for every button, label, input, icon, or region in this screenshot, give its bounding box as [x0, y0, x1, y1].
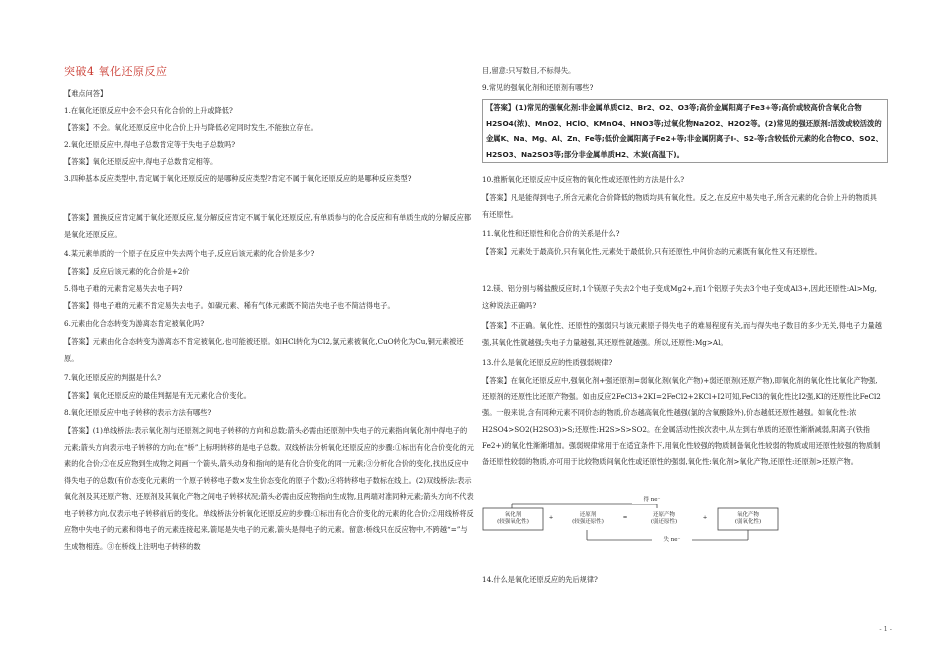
question-7: 7.氧化还原反应的判据是什么?: [64, 373, 161, 382]
answer-7: 【答案】氧化还原反应的最佳判据是有无元素化合价变化。: [64, 391, 251, 400]
question-2: 2.氧化还原反应中,得电子总数肯定等于失电子总数吗?: [64, 140, 236, 149]
plus-sign-2: +: [702, 515, 708, 521]
question-9: 9.常见的强氧化剂和还原剂有哪些?: [482, 83, 594, 92]
answer-5: 【答案】得电子难的元素不肯定易失去电子。如碳元素、稀有气体元素既不简洁失电子也不简洁得电子。: [64, 301, 395, 310]
question-8: 8.氧化还原反应中电子转移的表示方法有哪些?: [64, 408, 212, 417]
page-number: - 1 -: [879, 625, 892, 633]
question-4: 4.某元素单质的一个原子在反应中失去两个电子,反应后该元素的化合价是多少?: [64, 249, 315, 258]
oxidant-label: 氧化剂 (较强氧化性): [497, 512, 529, 525]
oxidation-reduction-diagram: [482, 497, 864, 546]
answer-13: 【答案】在氧化还原反应中,强氧化剂+强还原剂=弱氧化剂(氧化产物)+弱还原剂(还原产物),即氧化剂的氧化性比氧化产物强,还原剂的还原性比还原产物强。如由反应2FeCl3+2KI=2FeCl2+2KCl+I2可知,FeCl3的氧化性比I2强,KI的还原性比FeCl2强。一般来说,含有同种元素不同价态的物质,价态越高氧化性越强(氯的含氧酸除外),价态越低还原性越强。如氧化性:浓H2SO4>SO2(H2SO3)>S;还原性:H2S>S>SO2。在金属活动性挨次表中,从左到右单质的还原性渐渐减弱,阳离子(铁指Fe2+)的氧化性渐渐增加。强弱规律常用于在适宜条件下,用氧化性较强的物质制备氧化性较弱的物质或用还原性较强的物质制备还原性较弱的物质,亦可用于比较物质间氧化性或还原性的强弱,氧化性:氧化剂>氧化产物,还原性:还原剂>还原产物。: [482, 376, 881, 467]
oxidation-product-label: 氧化产物 (弱氧化性): [734, 512, 762, 525]
answer-11: 【答案】元素处于最高价,只有氧化性,元素处于最低价,只有还原性,中间价态的元素既有氧化性又有还原性。: [482, 247, 822, 256]
question-11: 11.氧化性和还原性和化合价的关系是什么?: [482, 229, 620, 238]
answer-6: 【答案】元素由化合态转变为游离态不肯定被氧化,也可能被还原。如HCl转化为Cl2,氯元素被氧化,CuO转化为Cu,铜元素被还原。: [64, 337, 464, 363]
lose-electrons-label: 失 ne⁻: [652, 537, 692, 544]
answer-12: 【答案】不正确。氧化性、还原性的强弱只与该元素原子得失电子的难易程度有关,而与得失电子数目的多少无关,得电子力量越强,其氧化性就越强;失电子力量越强,其还原性就越强。所以,还原性:Mg>Al。: [482, 321, 882, 347]
question-3: 3.四种基本反应类型中,肯定属于氧化还原反应的是哪种反应类型?肯定不属于氧化还原反应的是哪种反应类型?: [64, 174, 412, 183]
question-13: 13.什么是氧化还原反应的性质强弱规律?: [482, 358, 613, 367]
question-10: 10.推断氧化还原反应中反应物的氧化性或还原性的方法是什么?: [482, 175, 685, 184]
answer-2: 【答案】氧化还原反应中,得电子总数肯定相等。: [64, 157, 218, 166]
reductant-label: 还原剂 (较强还原性): [572, 512, 604, 525]
page-title: 突破4 氧化还原反应: [64, 65, 168, 78]
section-heading: 【难点问答】: [64, 89, 108, 98]
reduction-product-label: 还原产物 (弱还原性): [650, 512, 678, 525]
answer-8: 【答案】(1)单线桥法:表示氧化剂与还原剂之间电子转移的方向和总数;箭头必需由还原剂中失电子的元素指向氧化剂中得电子的元素;箭头方向表示电子转移的方向;在“桥”上标明转移的是电子总数。双线桥法分析氧化还原反应的步骤:①标出有化合价变化的元素的化合价;②在反应物到生成物之间画一个箭头,箭头动身和指向的是有化合价变化的同一元素;③分析化合价的变化,找出反应中得失电子的总数(有价态变化元素的一个原子转移电子数×发生价态变化的原子个数);④将转移电子数标在线上。(2)双线桥法:表示氧化剂及其还原产物、还原剂及其氧化产物之间电子转移状况;箭头必需由反应物指向生成物,且两端对准同种元素;箭头方向不代表电子转移方向,仅表示电子转移前后的变化。单线桥法分析氧化还原反应的步骤:①标出有化合价变化的元素的化合价;②用线桥将反应物中失电子的元素和得电子的元素连接起来,箭尾是失电子的元素,箭头是得电子的元素。留意:桥线只在反应物中,不跨越“=”与生成物相连。③在桥线上注明电子转移的数: [64, 426, 474, 551]
answer-9-box: 【答案】(1)常见的强氧化剂:非金属单质Cl2、Br2、O2、O3等;高价金属阳离子Fe3+等;高价或较高价含氧化合物H2SO4(浓)、MnO2、HClO、KMnO4、HNO3等;过氧化物Na2O2、H2O2等。(2)常见的强还原剂:活泼或较活泼的金属K、Na、Mg、Al、Zn、Fe等;低价金属阳离子Fe2+等;非金属阴离子I-、S2-等;含较低价元素的化合物CO、SO2、H2SO3、Na2SO3等;部分非金属单质H2、木炭(高温下)。: [482, 99, 888, 163]
question-12: 12.镁、铝分别与稀盐酸反应时,1个镁原子失去2个电子变成Mg2+,而1个铝原子失去3个电子变成Al3+,因此还原性:Al>Mg,这种说法正确吗?: [482, 284, 877, 310]
equals-sign: =: [622, 515, 628, 521]
plus-sign: +: [548, 515, 554, 521]
question-5: 5.得电子难的元素肯定易失去电子吗?: [64, 284, 183, 293]
answer-3: 【答案】置换反应肯定属于氧化还原反应,复分解反应肯定不属于氧化还原反应,有单质参与的化合反应和有单质生成的分解反应都是氧化还原反应。: [64, 213, 472, 239]
question-14: 14.什么是氧化还原反应的先后规律?: [482, 575, 598, 584]
answer-10: 【答案】凡是能得到电子,所含元素化合价降低的物质均具有氧化性。反之,在反应中易失电子,所含元素的化合价上升的物质具有还原性。: [482, 193, 877, 219]
answer-8-continued: 目,留意:只写数目,不标得失。: [482, 66, 576, 75]
answer-1: 【答案】不会。氧化还原反应中化合价上升与降低必定同时发生,不能独立存在。: [64, 123, 318, 132]
answer-4: 【答案】反应后该元素的化合价是+2价: [64, 267, 190, 276]
question-1: 1.在氧化还原反应中会不会只有化合价的上升或降低?: [64, 106, 233, 115]
question-6: 6.元素由化合态转变为游离态肯定被氧化吗?: [64, 319, 205, 328]
gain-electrons-label: 得 ne⁻: [632, 497, 672, 504]
